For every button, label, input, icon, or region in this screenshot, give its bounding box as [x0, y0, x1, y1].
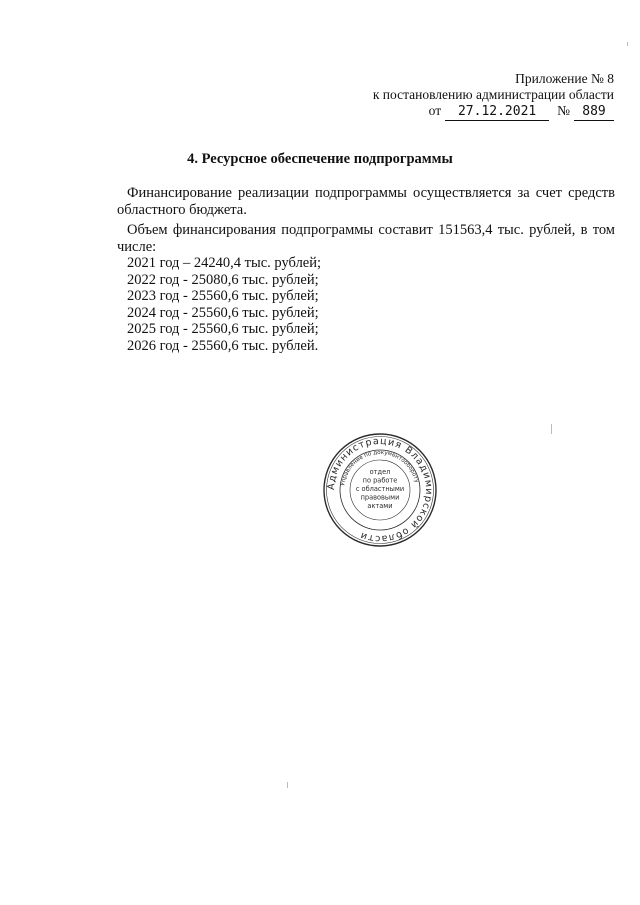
- stamp-inner-ring-text: Управление по документообороту: [340, 449, 420, 487]
- list-item: 2026 год - 25560,6 тыс. рублей.: [127, 337, 319, 354]
- scan-speck: [551, 424, 552, 434]
- stamp-center-line: актами: [367, 502, 393, 510]
- section-title: 4. Ресурсное обеспечение подпрограммы: [187, 151, 453, 167]
- list-item: 2024 год - 25560,6 тыс. рублей;: [127, 304, 319, 321]
- appendix-number: Приложение № 8: [515, 71, 614, 86]
- scan-speck: [627, 42, 628, 46]
- scan-speck: [287, 782, 288, 788]
- stamp-center-text: [356, 468, 404, 510]
- stamp-center-line: правовыми: [360, 493, 400, 502]
- stamp-center-line: отдел: [369, 468, 391, 476]
- list-item: 2025 год - 25560,6 тыс. рублей;: [127, 321, 319, 337]
- stamp-center-line: по работе: [362, 476, 398, 485]
- resolution-number: 889: [574, 104, 614, 121]
- stamp-center-line: с областными: [355, 485, 405, 493]
- section-body: [117, 185, 615, 354]
- date-label: от: [428, 103, 442, 118]
- stamp-outer-text: Администрация Владимирской области: [325, 435, 435, 545]
- paragraph: Финансирование реализации подпрограммы осуществляется за счет средств областного бюджета.: [117, 185, 615, 218]
- paragraph: Объем финансирования подпрограммы составит 151563,4 тыс. рублей, в том числе:: [117, 222, 615, 255]
- funding-list: [117, 255, 615, 354]
- official-stamp: [322, 432, 438, 548]
- resolution-date-number: [314, 103, 614, 121]
- list-item: 2023 год - 25560,6 тыс. рублей;: [127, 288, 319, 304]
- list-item: 2022 год - 25080,6 тыс. рублей;: [127, 271, 319, 288]
- resolution-reference: к постановлению администрации области: [372, 87, 614, 102]
- list-item: 2021 год – 24240,4 тыс. рублей;: [127, 255, 322, 271]
- resolution-date: 27.12.2021: [445, 104, 549, 121]
- appendix-header: [314, 71, 614, 121]
- number-label: №: [557, 103, 570, 118]
